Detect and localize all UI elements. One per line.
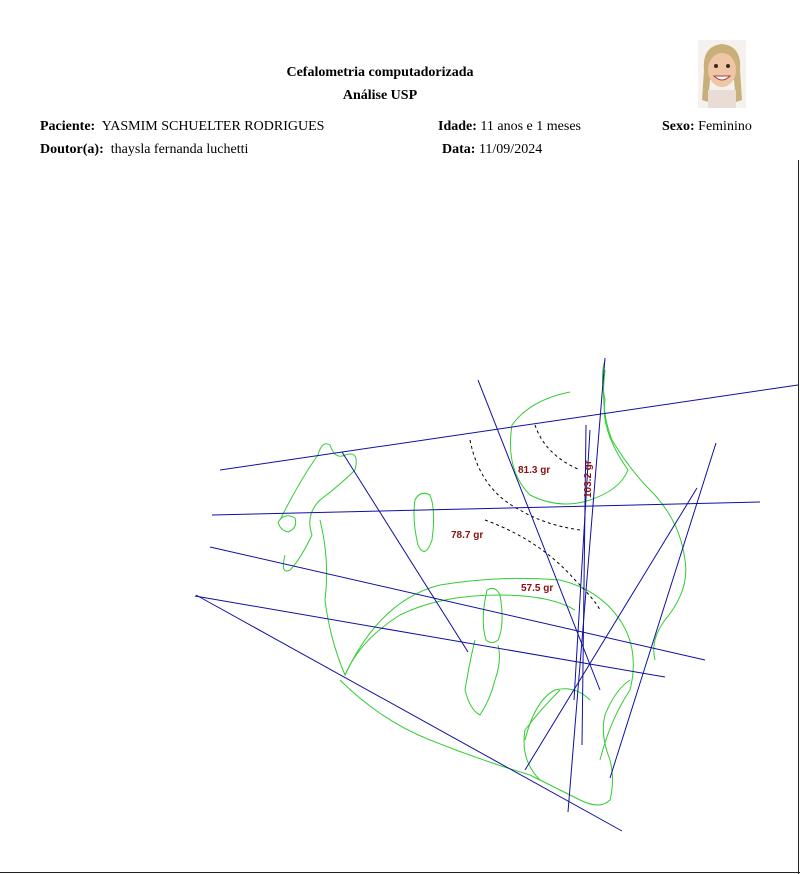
lower-incisor [524, 690, 560, 780]
angle-label-1: 81.3 gr [518, 465, 551, 476]
arc-gonial [485, 520, 600, 610]
patient-label: Paciente: [40, 119, 96, 134]
angle-label-4: 57.5 gr [521, 583, 554, 594]
molar-contour [465, 640, 499, 715]
date-label: Data: [442, 142, 476, 157]
orbit-contour [414, 493, 434, 551]
arc-sn [470, 440, 580, 530]
soft-tissue-forehead [510, 360, 628, 504]
nose-profile [604, 370, 686, 660]
date-value: 11/09/2024 [478, 142, 543, 157]
mentum-line [525, 488, 697, 770]
angle-label-2: 103.2 gr [583, 460, 594, 498]
age-value: 11 anos e 1 meses [480, 119, 581, 134]
doctor-name: thaysla fernanda luchetti [110, 142, 249, 157]
reference-lines [195, 358, 798, 831]
angle-label-3: 78.7 gr [451, 530, 484, 541]
n-perpendicular-line [568, 358, 605, 812]
frankfort-line [212, 502, 760, 515]
y-axis-line [342, 452, 468, 652]
report-subtitle: Análise USP [342, 88, 418, 103]
sex-value: Feminino [698, 119, 752, 134]
doctor-label: Doutor(a): [40, 142, 104, 157]
sex-label: Sexo: [662, 119, 695, 134]
mandibular-line [196, 595, 622, 831]
profile-line [610, 443, 716, 778]
cranial-base-contour [280, 444, 356, 571]
occlusal-line [195, 596, 665, 677]
patient-name: YASMIM SCHUELTER RODRIGUES [101, 119, 325, 134]
age-label: Idade: [438, 119, 477, 134]
palatal-line [210, 547, 705, 660]
palate-contour [345, 595, 575, 675]
anatomy-contours [278, 360, 686, 805]
arc-n [535, 425, 580, 470]
upper-incisor [483, 588, 502, 642]
report-title: Cefalometria computadorizada [286, 65, 474, 80]
ramus-contour [525, 689, 590, 740]
maxilla-contour [320, 520, 633, 760]
